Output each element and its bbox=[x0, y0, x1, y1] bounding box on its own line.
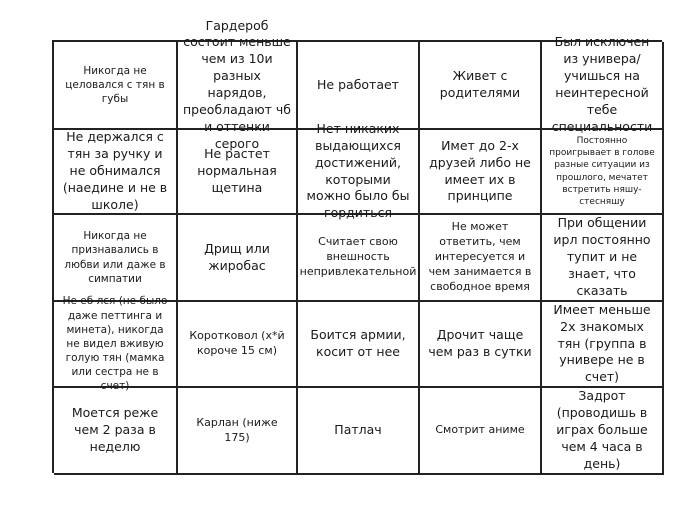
bingo-cell: Коротковол (х*й короче 15 см) bbox=[178, 302, 298, 388]
bingo-cell: Имеет меньше 2х знакомых тян (группа в универе не в счет) bbox=[542, 302, 664, 388]
bingo-cell: Считает свою внешность непривлекательной bbox=[298, 215, 420, 302]
bingo-cell: При общении ирл постоянно тупит и не знает, что сказать bbox=[542, 215, 664, 302]
bingo-cell: Не держался с тян за ручку и не обнимался (наедине и не в школе) bbox=[54, 130, 178, 215]
bingo-cell: Не еб лся (не было даже петтинга и минета), никогда не видел вживую голую тян (мамка или сестра не в счет) bbox=[54, 302, 178, 388]
bingo-cell: Не может ответить, чем интересуется и чем занимается в свободное время bbox=[420, 215, 542, 302]
bingo-cell: Дрищ или жиробас bbox=[178, 215, 298, 302]
bingo-cell: Нет никаких выдающихся достижений, которыми можно было бы гордиться bbox=[298, 130, 420, 215]
bingo-cell: Никогда не признавались в любви или даже в симпатии bbox=[54, 215, 178, 302]
bingo-cell: Боится армии, косит от нее bbox=[298, 302, 420, 388]
bingo-cell: Живет с родителями bbox=[420, 42, 542, 130]
bingo-cell: Карлан (ниже 175) bbox=[178, 388, 298, 475]
bingo-cell: Никогда не целовался с тян в губы bbox=[54, 42, 178, 130]
bingo-cell: Патлач bbox=[298, 388, 420, 475]
bingo-cell: Дрочит чаще чем раз в сутки bbox=[420, 302, 542, 388]
bingo-cell: Не работает bbox=[298, 42, 420, 130]
bingo-grid bbox=[52, 17, 662, 473]
bingo-cell: Гардероб состоит меньше чем из 10и разных нарядов, преобладают чб и оттенки серого bbox=[178, 42, 298, 130]
bingo-cell: Был исключен из универа/учишься на неинтересной тебе специальности bbox=[542, 42, 664, 130]
bingo-cell: Задрот (проводишь в играх больше чем 4 часа в день) bbox=[542, 388, 664, 475]
bingo-cell: Имет до 2-х друзей либо не имеет их в принципе bbox=[420, 130, 542, 215]
bingo-cell: Постоянно проигрывает в голове разные ситуации из прошлого, мечатет встретить няшу-стесняшу bbox=[542, 130, 664, 215]
bingo-cell: Моется реже чем 2 раза в неделю bbox=[54, 388, 178, 475]
bingo-cell: Смотрит аниме bbox=[420, 388, 542, 475]
bingo-cell: Не растет нормальная щетина bbox=[178, 130, 298, 215]
